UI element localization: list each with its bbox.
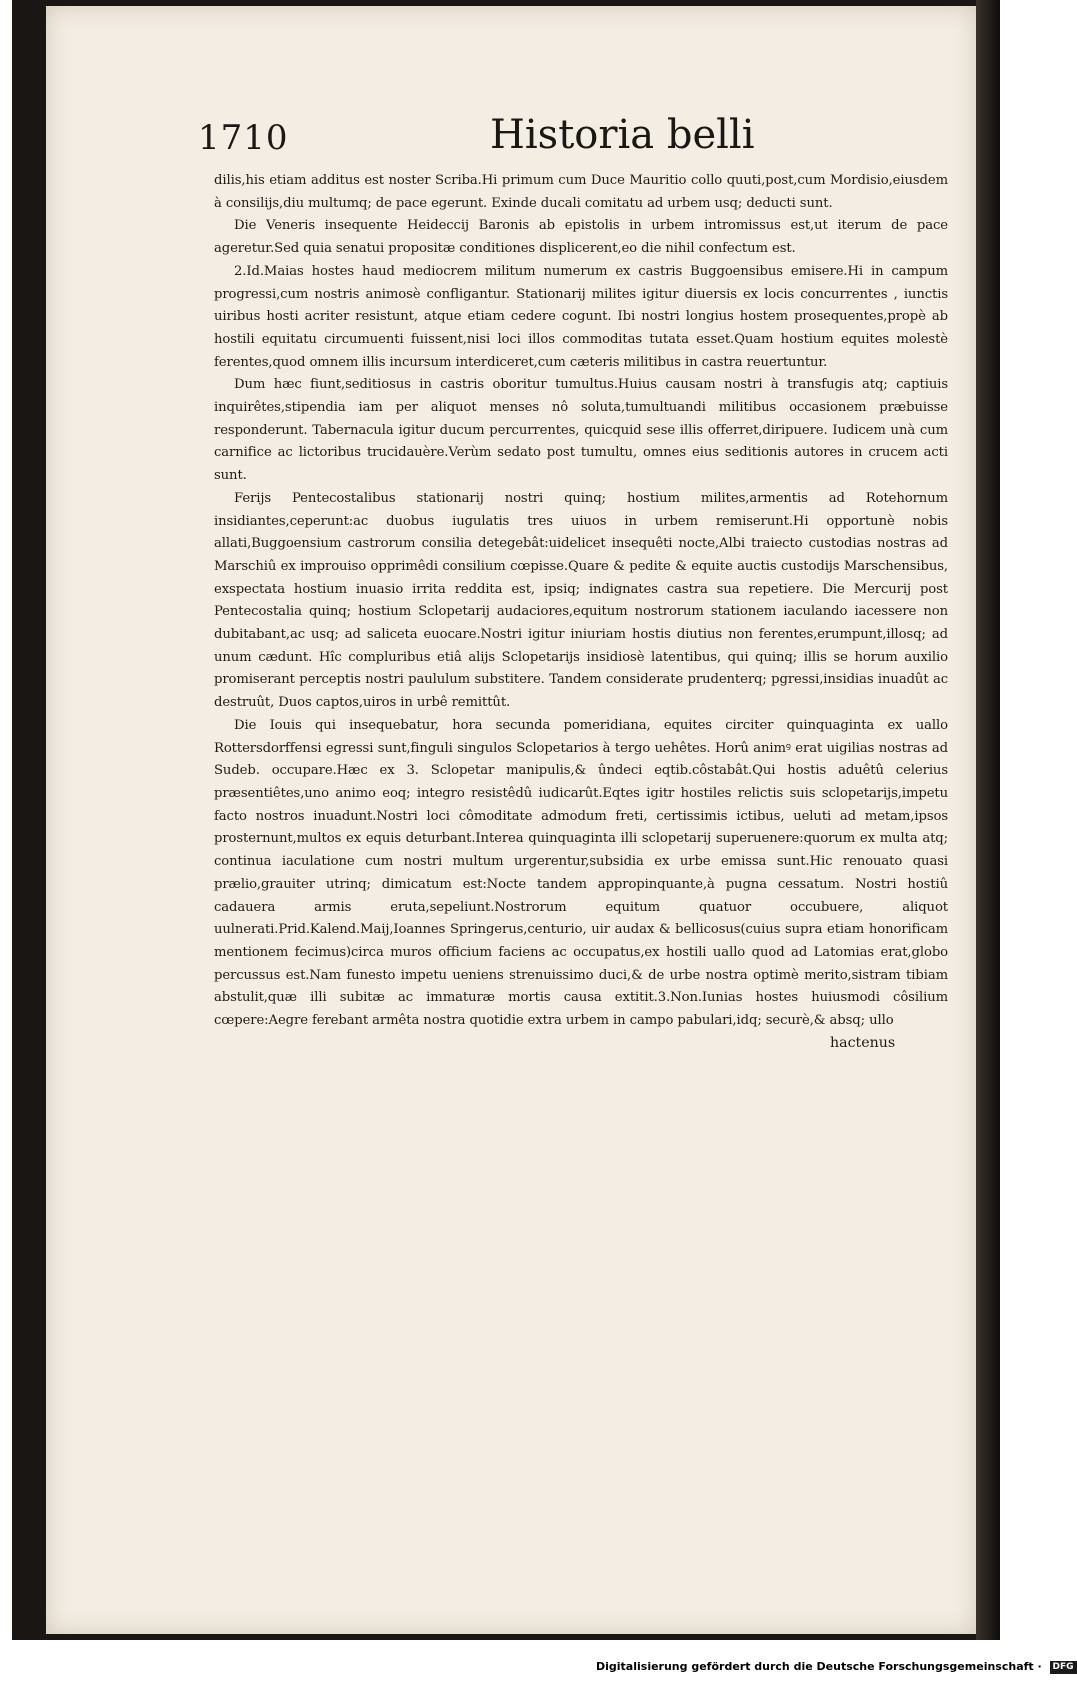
running-title: Historia belli <box>490 112 755 158</box>
paragraph: 2.Id.Maias hostes haud mediocrem militum numerum ex castris Buggoensibus emisere.Hi in campum progressi,cum nostris animosè confligantur. Stationarij milites igitur diuersis ex locis concurrentes , iunctis uiribus hosti acriter resistunt, atque etiam cedere cogunt. Ibi nostri longius hostem prosequentes,propè ab hostili equitatu circumuenti fuissent,nisi loci illos commoditas tutata esset.Quam hostium equites molestè ferentes,quod omnem illis incursum interdiceret,cum cæteris militibus in castra reuertuntur. <box>214 263 948 370</box>
page-number: 1710 <box>198 118 289 158</box>
dfg-logo-icon: DFG <box>1050 1661 1077 1674</box>
book-edge <box>976 0 1000 1640</box>
page-header <box>198 112 758 162</box>
catchword: hactenus <box>830 1035 896 1051</box>
paragraph: Dum hæc fiunt,seditiosus in castris oboritur tumultus.Huius causam nostri à transfugis atq; captiuis inquirêtes,stipendia iam per aliquot menses nô soluta,tumultuandi militibus occasionem præbuisse responderunt. Tabernacula igitur ducum percurrentes, quicquid sese illis offerret,diripuere. Iudicem unà cum carnifice ac lictoribus trucidauère.Verùm sedato post tumultu, omnes eius seditionis autores in crucem acti sunt. <box>214 377 948 484</box>
digitization-credit <box>596 1660 1077 1674</box>
paragraph: Die Iouis qui insequebatur, hora secunda pomeridiana, equites circiter quinquaginta ex uallo Rottersdorffensi egressi sunt,finguli singulos Sclopetarios à tergo uehêtes. Horû animꝰ erat uigilias nostras ad Sudeb. occupare.Hæc ex 3. Sclopetar manipulis,& ûndeci eqtib.côstabât.Qui hostis aduêtû celerius præsentiêtes,uno animo eoq; integro resistêdû iudicarût.Eqtes igitr hostiles relictis suis sclopetarijs,impetu facto nostros inuadunt.Nostri loci cômoditate admodum freti, certissimis ictibus, ueluti ad metam,ipsos prosternunt,multos ex equis deturbant.Interea quinquaginta illi sclopetarij superuenere:quorum ex multa atq; continua iaculatione cum nostri multum urgerentur,subsidia ex urbe emissa sunt.Hic renouato quasi prælio,grauiter utrinq; dimicatum est:Nocte tandem appropinquante,à pugna cessatum. Nostri hostiû cadauera armis eruta,sepeliunt.Nostrorum equitum quatuor occubuere, aliquot uulnerati.Prid.Kalend.Maij,Ioannes Springerus,centurio, uir audax & bellicosus(cuius supra etiam honorificam mentionem fecimus)circa muros officium faciens ac occupatus,ex hostili uallo quod ad Latomias erat,globo percussus est.Nam funesto impetu ueniens strenuissimo duci,& de urbe nostra optimè merito,sistram tibiam abstulit,quæ illi subitæ ac immaturæ mortis causa extitit.3.Non.Iunias hostes huiusmodi côsilium cœpere:Aegre ferebant armêta nostra quotidie extra urbem in campo pabulari,idq; securè,& absq; ullo <box>214 717 948 1029</box>
body-text <box>214 170 948 1033</box>
credit-text: Digitalisierung gefördert durch die Deutsche Forschungsgemeinschaft · <box>596 1660 1042 1673</box>
paragraph: dilis,his etiam additus est noster Scriba.Hi primum cum Duce Mauritio collo quuti,post,cum Mordisio,eiusdem à consilijs,diu multumq; de pace egerunt. Exinde ducali comitatu ad urbem usq; deducti sunt. <box>214 173 948 211</box>
paragraph: Die Veneris insequente Heideccij Baronis ab epistolis in urbem intromissus est,ut iterum de pace ageretur.Sed quia senatui propositæ conditiones displicerent,eo die nihil confectum est. <box>214 218 948 257</box>
paragraph: Ferijs Pentecostalibus stationarij nostri quinq; hostium milites,armentis ad Rotehornum insidiantes,ceperunt:ac duobus iugulatis tres uiuos in urbem remiserunt.Hi opportunè nobis allati,Buggoensium castrorum consilia detegebât:uidelicet insequêti nocte,Albi traiecto custodias nostras ad Marschiû ex improuiso opprimêdi consilium cœpisse.Quare & pedite & equite auctis custodijs Marschensibus, exspectata hostium inuasio irrita reddita est, ipsiq; indignates castra sua repetiere. Die Mercurij post Pentecostalia quinq; hostium Sclopetarij audaciores,equitum nostrorum stationem iaculando iacessere non dubitabant,ac usq; ad saliceta euocare.Nostri igitur iniuriam hostis diutius non ferentes,erumpunt,illosq; ad unum cædunt. Hîc compluribus etiâ alijs Sclopetarijs insidiosè latentibus, qui quinq; illis se horum auxilio promiserant perceptis nostri paululum substitere. Tandem considerate prudenterq; pgressi,insidias inuadût ac destruût, Duos captos,uiros in urbê remittût. <box>214 490 948 711</box>
